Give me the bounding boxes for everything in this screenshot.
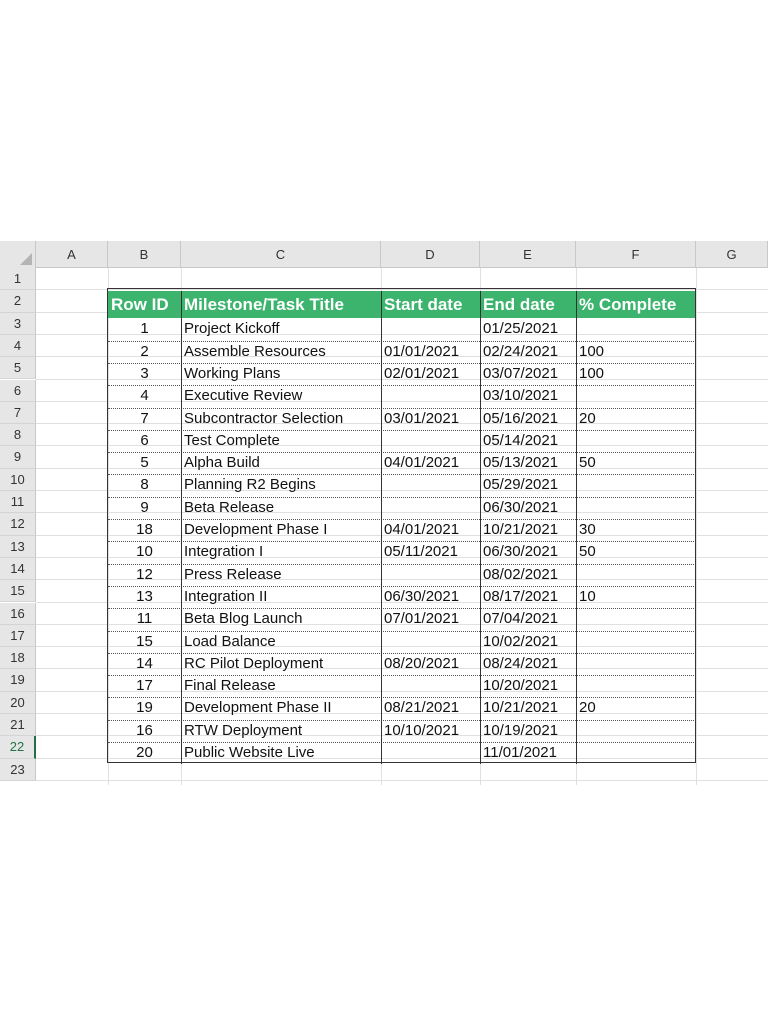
start-date-cell[interactable]: 02/01/2021: [384, 364, 460, 382]
title-cell[interactable]: Planning R2 Begins: [184, 476, 316, 494]
percent-complete-cell[interactable]: [576, 497, 696, 519]
row-header-4[interactable]: 4: [0, 335, 36, 357]
row-header-15[interactable]: 15: [0, 580, 36, 602]
title-cell[interactable]: Beta Blog Launch: [184, 610, 303, 628]
start-date-cell[interactable]: 08/20/2021: [384, 654, 460, 672]
percent-complete-cell[interactable]: [576, 631, 696, 653]
end-date-cell[interactable]: 11/01/2021: [483, 744, 557, 761]
row-header-1[interactable]: 1: [0, 268, 36, 290]
percent-complete-cell[interactable]: [576, 564, 696, 586]
start-date-cell[interactable]: 08/21/2021: [384, 699, 460, 717]
title-cell[interactable]: Executive Review: [184, 387, 303, 405]
table-column-divider: [480, 291, 481, 764]
row-id-cell[interactable]: 5: [140, 454, 149, 472]
start-date-cell[interactable]: [381, 385, 480, 407]
title-cell[interactable]: Subcontractor Selection: [184, 409, 344, 427]
column-header-f[interactable]: F: [576, 241, 696, 268]
percent-complete-cell[interactable]: 50: [579, 454, 596, 472]
row-id-cell[interactable]: 7: [140, 409, 149, 427]
row-header-14[interactable]: 14: [0, 558, 36, 580]
title-cell[interactable]: RTW Deployment: [184, 721, 303, 739]
row-id-cell[interactable]: 9: [140, 498, 149, 516]
row-id-cell[interactable]: 13: [136, 587, 153, 605]
column-header-c[interactable]: C: [181, 241, 381, 268]
percent-complete-cell[interactable]: 10: [579, 587, 596, 605]
title-cell[interactable]: Working Plans: [184, 364, 281, 382]
end-date-cell[interactable]: 03/07/2021: [483, 364, 559, 382]
row-id-cell[interactable]: 19: [136, 699, 153, 717]
row-id-cell[interactable]: 14: [136, 654, 153, 672]
row-header-17[interactable]: 17: [0, 625, 36, 647]
row-id-cell[interactable]: 16: [136, 721, 153, 739]
table-column-divider: [576, 291, 577, 764]
table-header-4[interactable]: End date: [480, 291, 576, 318]
start-date-cell[interactable]: 01/01/2021: [384, 342, 460, 360]
select-all-triangle-icon: [20, 253, 32, 265]
percent-complete-cell[interactable]: [576, 430, 696, 452]
percent-complete-cell[interactable]: [576, 385, 696, 407]
title-cell[interactable]: RC Pilot Deployment: [184, 654, 324, 672]
end-date-cell[interactable]: 06/30/2021: [483, 543, 559, 561]
end-date-cell[interactable]: 10/19/2021: [483, 721, 559, 739]
start-date-cell[interactable]: [381, 497, 480, 519]
percent-complete-cell[interactable]: 20: [579, 409, 596, 427]
start-date-cell[interactable]: [381, 675, 480, 697]
percent-complete-cell[interactable]: [576, 318, 696, 340]
end-date-cell[interactable]: 10/02/2021: [483, 632, 559, 650]
column-header-a[interactable]: A: [36, 241, 108, 268]
end-date-cell[interactable]: 02/24/2021: [483, 342, 559, 360]
title-cell[interactable]: Press Release: [184, 565, 282, 583]
end-date-cell[interactable]: 05/16/2021: [483, 409, 559, 427]
start-date-cell[interactable]: [381, 742, 480, 764]
title-cell[interactable]: Development Phase I: [184, 521, 328, 538]
row-header-21[interactable]: 21: [0, 714, 36, 736]
gridline-horizontal: [36, 780, 768, 781]
row-header-7[interactable]: 7: [0, 402, 36, 424]
row-header-9[interactable]: 9: [0, 446, 36, 468]
end-date-cell[interactable]: 05/13/2021: [483, 454, 559, 472]
end-date-cell[interactable]: 01/25/2021: [483, 320, 559, 338]
start-date-cell[interactable]: [381, 430, 480, 452]
end-date-cell[interactable]: 08/02/2021: [483, 565, 559, 583]
title-cell[interactable]: Development Phase II: [184, 699, 332, 717]
row-id-cell[interactable]: 18: [136, 521, 153, 538]
end-date-cell[interactable]: 07/04/2021: [483, 610, 559, 628]
row-id-cell[interactable]: 8: [140, 476, 149, 494]
start-date-cell[interactable]: [381, 564, 480, 586]
gridline-horizontal: [36, 289, 768, 290]
column-header-b[interactable]: B: [108, 241, 181, 268]
start-date-cell[interactable]: 10/10/2021: [384, 721, 460, 739]
percent-complete-cell[interactable]: [576, 675, 696, 697]
title-cell[interactable]: Beta Release: [184, 498, 275, 516]
start-date-cell[interactable]: 03/01/2021: [384, 409, 460, 427]
start-date-cell[interactable]: 06/30/2021: [384, 587, 460, 605]
title-cell[interactable]: Alpha Build: [184, 454, 260, 472]
row-id-cell[interactable]: 20: [136, 744, 153, 761]
table-header-1[interactable]: Row ID: [108, 291, 181, 318]
start-date-cell[interactable]: 04/01/2021: [384, 521, 460, 538]
row-id-cell[interactable]: 17: [136, 677, 153, 695]
start-date-cell[interactable]: [381, 631, 480, 653]
start-date-cell[interactable]: 05/11/2021: [384, 543, 458, 561]
row-id-cell[interactable]: 6: [140, 431, 149, 449]
row-header-2[interactable]: 2: [0, 290, 36, 312]
row-id-cell[interactable]: 15: [136, 632, 153, 650]
row-id-cell[interactable]: 3: [140, 364, 149, 382]
row-header-23[interactable]: 23: [0, 759, 36, 781]
end-date-cell[interactable]: 05/14/2021: [483, 431, 559, 449]
table-header-2[interactable]: Milestone/Task Title: [181, 291, 381, 318]
end-date-cell[interactable]: 10/20/2021: [483, 677, 559, 695]
row-id-cell[interactable]: 11: [136, 610, 153, 628]
row-header-13[interactable]: 13: [0, 536, 36, 558]
row-header-12[interactable]: 12: [0, 513, 36, 535]
row-header-10[interactable]: 10: [0, 469, 36, 491]
title-cell[interactable]: Test Complete: [184, 431, 280, 449]
select-all-corner[interactable]: [0, 241, 36, 268]
column-header-g[interactable]: G: [696, 241, 768, 268]
end-date-cell[interactable]: 08/24/2021: [483, 654, 559, 672]
end-date-cell[interactable]: 05/29/2021: [483, 476, 559, 494]
end-date-cell[interactable]: 03/10/2021: [483, 387, 559, 405]
row-header-8[interactable]: 8: [0, 424, 36, 446]
row-id-cell[interactable]: 1: [140, 320, 149, 338]
table-header-3[interactable]: Start date: [381, 291, 480, 318]
percent-complete-cell[interactable]: 100: [579, 342, 605, 360]
column-header-bar: [0, 241, 768, 268]
percent-complete-cell[interactable]: 50: [579, 543, 596, 561]
table-column-divider: [381, 291, 382, 764]
row-header-11[interactable]: 11: [0, 491, 36, 513]
start-date-cell[interactable]: 04/01/2021: [384, 454, 460, 472]
title-cell[interactable]: Public Website Live: [184, 744, 315, 761]
title-cell[interactable]: Project Kickoff: [184, 320, 280, 338]
row-header-16[interactable]: 16: [0, 603, 36, 625]
end-date-cell[interactable]: 08/17/2021: [483, 587, 559, 605]
percent-complete-cell[interactable]: [576, 474, 696, 496]
row-header-6[interactable]: 6: [0, 380, 36, 402]
title-cell[interactable]: Load Balance: [184, 632, 276, 650]
column-header-d[interactable]: D: [381, 241, 480, 268]
title-cell[interactable]: Final Release: [184, 677, 276, 695]
gridline-vertical: [696, 268, 697, 785]
title-cell[interactable]: Integration I: [184, 543, 264, 561]
percent-complete-cell[interactable]: 30: [579, 521, 596, 538]
row-header-18[interactable]: 18: [0, 647, 36, 669]
row-id-cell[interactable]: 2: [140, 342, 149, 360]
end-date-cell[interactable]: 10/21/2021: [483, 699, 559, 717]
start-date-cell[interactable]: [381, 474, 480, 496]
row-header-5[interactable]: 5: [0, 357, 36, 379]
table-header-5[interactable]: % Complete: [576, 291, 696, 318]
row-header-22[interactable]: 22: [0, 736, 36, 758]
title-cell[interactable]: Assemble Resources: [184, 342, 326, 360]
table-column-divider: [181, 291, 182, 764]
column-header-e[interactable]: E: [480, 241, 576, 268]
start-date-cell[interactable]: [381, 318, 480, 340]
percent-complete-cell[interactable]: [576, 608, 696, 630]
percent-complete-cell[interactable]: [576, 742, 696, 764]
row-id-cell[interactable]: 12: [136, 565, 153, 583]
end-date-cell[interactable]: 10/21/2021: [483, 521, 559, 538]
row-id-cell[interactable]: 4: [140, 387, 149, 405]
percent-complete-cell[interactable]: [576, 720, 696, 742]
row-id-cell[interactable]: 10: [136, 543, 153, 561]
row-header-19[interactable]: 19: [0, 669, 36, 691]
start-date-cell[interactable]: 07/01/2021: [384, 610, 460, 628]
percent-complete-cell[interactable]: [576, 653, 696, 675]
title-cell[interactable]: Integration II: [184, 587, 268, 605]
percent-complete-cell[interactable]: 20: [579, 699, 596, 717]
percent-complete-cell[interactable]: 100: [579, 364, 605, 382]
row-header-3[interactable]: 3: [0, 313, 36, 335]
row-header-20[interactable]: 20: [0, 692, 36, 714]
end-date-cell[interactable]: 06/30/2021: [483, 498, 559, 516]
spreadsheet[interactable]: [0, 241, 768, 785]
